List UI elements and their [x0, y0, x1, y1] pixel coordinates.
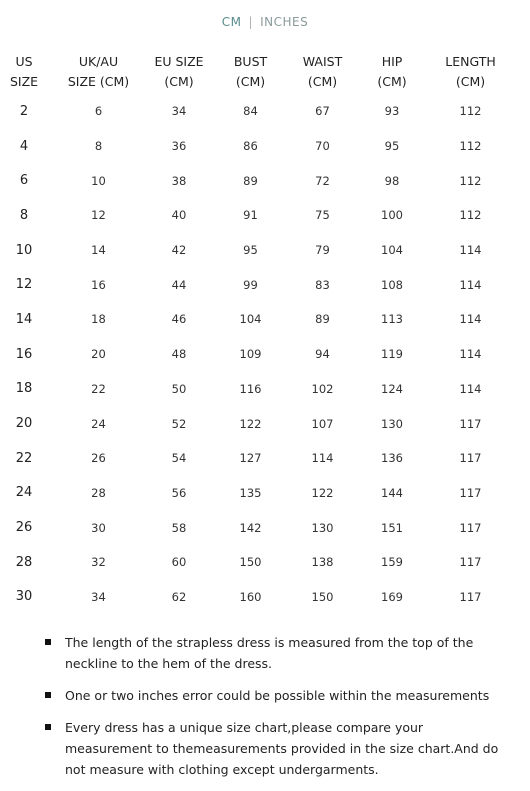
table-row [0, 545, 510, 580]
table-cell: 159 [381, 555, 403, 570]
table-cell: 16 [91, 277, 106, 292]
table-cell: 104 [239, 312, 262, 327]
column-header [0, 50, 48, 94]
table-cell: 122 [239, 416, 262, 431]
table-cell: 136 [381, 451, 403, 466]
us-size-cell: 20 [15, 416, 33, 432]
table-cell: 40 [171, 208, 187, 223]
us-size-cell: 22 [15, 450, 33, 466]
table-cell: 62 [171, 589, 187, 604]
column-header-line: BUST [233, 54, 268, 69]
table-cell: 112 [459, 139, 482, 154]
table-cell: 93 [384, 104, 400, 119]
table-row [0, 441, 510, 476]
table-cell: 117 [459, 589, 482, 604]
us-size-cell: 2 [19, 103, 29, 119]
table-cell: 117 [459, 555, 482, 570]
table-cell: 113 [381, 312, 403, 327]
table-cell: 8 [94, 139, 103, 154]
us-size-cell: 14 [15, 311, 33, 327]
column-header-line: (CM) [235, 74, 266, 89]
column-header-line: LENGTH [445, 54, 496, 69]
table-row [0, 406, 510, 441]
square-bullet-icon [45, 724, 51, 730]
table-cell: 135 [239, 485, 262, 500]
table-cell: 67 [315, 104, 330, 119]
us-size-cell: 30 [15, 589, 33, 605]
table-cell: 114 [459, 381, 482, 396]
table-cell: 116 [239, 381, 262, 396]
column-header-line: UK/AU [78, 54, 119, 69]
table-row [0, 163, 510, 198]
table-cell: 127 [239, 451, 262, 466]
table-cell: 32 [91, 555, 106, 570]
table-header-row [0, 50, 510, 94]
note-item [40, 632, 510, 674]
table-cell: 117 [459, 451, 482, 466]
us-size-cell: 16 [15, 346, 33, 362]
table-cell: 114 [459, 243, 482, 258]
table-cell: 70 [315, 139, 330, 154]
column-header [292, 50, 353, 94]
table-cell: 94 [315, 347, 330, 362]
table-cell: 104 [381, 243, 403, 258]
table-cell: 130 [311, 520, 334, 535]
column-header-line: (CM) [377, 74, 407, 89]
table-cell: 114 [459, 347, 482, 362]
table-cell: 89 [243, 173, 258, 188]
table-cell: 114 [311, 451, 334, 466]
table-cell: 138 [311, 555, 334, 570]
unit-cm-button[interactable]: CM [221, 15, 242, 29]
table-cell: 46 [171, 312, 187, 327]
table-cell: 117 [459, 416, 482, 431]
column-header-line: (CM) [164, 74, 194, 89]
us-size-cell: 10 [15, 242, 33, 258]
table-cell: 169 [381, 589, 403, 604]
table-row [0, 372, 510, 407]
table-cell: 54 [171, 451, 187, 466]
table-cell: 48 [171, 347, 187, 362]
table-row [0, 580, 510, 615]
table-cell: 22 [91, 381, 106, 396]
table-cell: 109 [239, 347, 262, 362]
table-cell: 50 [171, 381, 187, 396]
table-cell: 144 [381, 485, 403, 500]
table-cell: 24 [91, 416, 106, 431]
table-row [0, 233, 510, 268]
table-cell: 95 [384, 139, 400, 154]
table-cell: 98 [384, 173, 400, 188]
us-size-cell: 28 [15, 554, 33, 570]
table-cell: 52 [171, 416, 187, 431]
table-row [0, 198, 510, 233]
table-cell: 12 [91, 208, 106, 223]
column-header [209, 50, 292, 94]
table-row [0, 129, 510, 164]
table-cell: 84 [243, 104, 258, 119]
column-header-line: WAIST [302, 54, 343, 69]
column-header-line: (CM) [455, 74, 486, 89]
table-row [0, 476, 510, 511]
table-cell: 26 [91, 451, 106, 466]
unit-toggle [0, 15, 530, 29]
column-header-line: SIZE [9, 74, 39, 89]
table-cell: 117 [459, 485, 482, 500]
column-header [431, 50, 510, 94]
us-size-cell: 18 [15, 381, 33, 397]
table-cell: 83 [315, 277, 330, 292]
column-header [353, 50, 431, 94]
table-cell: 36 [171, 139, 187, 154]
column-header-line: US [15, 54, 33, 69]
table-cell: 108 [381, 277, 403, 292]
table-cell: 42 [171, 243, 187, 258]
table-cell: 112 [459, 104, 482, 119]
note-text: One or two inches error could be possible within the measurements [65, 688, 490, 703]
table-cell: 6 [94, 104, 103, 119]
table-cell: 112 [459, 208, 482, 223]
table-cell: 14 [91, 243, 106, 258]
size-chart-table [0, 50, 510, 614]
table-cell: 56 [171, 485, 187, 500]
table-row [0, 94, 510, 129]
table-cell: 117 [459, 520, 482, 535]
table-cell: 99 [243, 277, 258, 292]
us-size-cell: 12 [15, 277, 33, 293]
note-text: Every dress has a unique size chart,please compare your measurement to themeasurements provided in the size chart.And do not measure with clothing except undergarments. [65, 720, 499, 777]
us-size-cell: 4 [19, 138, 29, 154]
table-cell: 72 [315, 173, 330, 188]
square-bullet-icon [45, 639, 51, 645]
table-cell: 89 [315, 312, 330, 327]
note-item [40, 685, 510, 706]
table-cell: 130 [381, 416, 403, 431]
table-cell: 34 [171, 104, 187, 119]
note-item [40, 717, 510, 780]
table-cell: 86 [243, 139, 258, 154]
table-cell: 30 [91, 520, 106, 535]
table-cell: 95 [243, 243, 258, 258]
table-cell: 119 [381, 347, 403, 362]
table-cell: 102 [311, 381, 334, 396]
us-size-cell: 24 [15, 485, 33, 501]
note-text: The length of the strapless dress is measured from the top of the neckline to the hem of the dress. [65, 635, 474, 671]
table-cell: 79 [315, 243, 330, 258]
us-size-cell: 6 [19, 173, 29, 189]
column-header [48, 50, 149, 94]
table-cell: 60 [171, 555, 187, 570]
table-cell: 75 [315, 208, 330, 223]
table-cell: 44 [171, 277, 187, 292]
us-size-cell: 8 [19, 207, 29, 223]
column-header-line: EU SIZE [154, 54, 204, 69]
table-cell: 151 [381, 520, 403, 535]
notes-list [40, 632, 510, 791]
table-cell: 114 [459, 312, 482, 327]
table-cell: 91 [243, 208, 258, 223]
table-cell: 58 [171, 520, 187, 535]
table-body [0, 94, 510, 614]
table-cell: 20 [91, 347, 106, 362]
unit-inches-button[interactable]: INCHES [260, 15, 309, 29]
table-cell: 38 [171, 173, 187, 188]
table-cell: 28 [91, 485, 106, 500]
table-cell: 142 [239, 520, 262, 535]
table-cell: 107 [311, 416, 334, 431]
column-header-line: (CM) [307, 74, 338, 89]
square-bullet-icon [45, 692, 51, 698]
table-cell: 160 [239, 589, 262, 604]
table-row [0, 267, 510, 302]
table-cell: 18 [91, 312, 106, 327]
table-cell: 100 [381, 208, 403, 223]
table-row [0, 302, 510, 337]
us-size-cell: 26 [15, 520, 33, 536]
table-cell: 114 [459, 277, 482, 292]
table-cell: 124 [381, 381, 403, 396]
unit-separator: | [248, 15, 254, 29]
column-header-line: SIZE (CM) [67, 74, 130, 89]
column-header [149, 50, 209, 94]
table-row [0, 337, 510, 372]
table-cell: 150 [239, 555, 262, 570]
table-cell: 122 [311, 485, 334, 500]
table-cell: 34 [91, 589, 106, 604]
table-cell: 112 [459, 173, 482, 188]
table-row [0, 510, 510, 545]
column-header-line: HIP [381, 54, 403, 69]
table-cell: 10 [91, 173, 106, 188]
table-cell: 150 [311, 589, 334, 604]
